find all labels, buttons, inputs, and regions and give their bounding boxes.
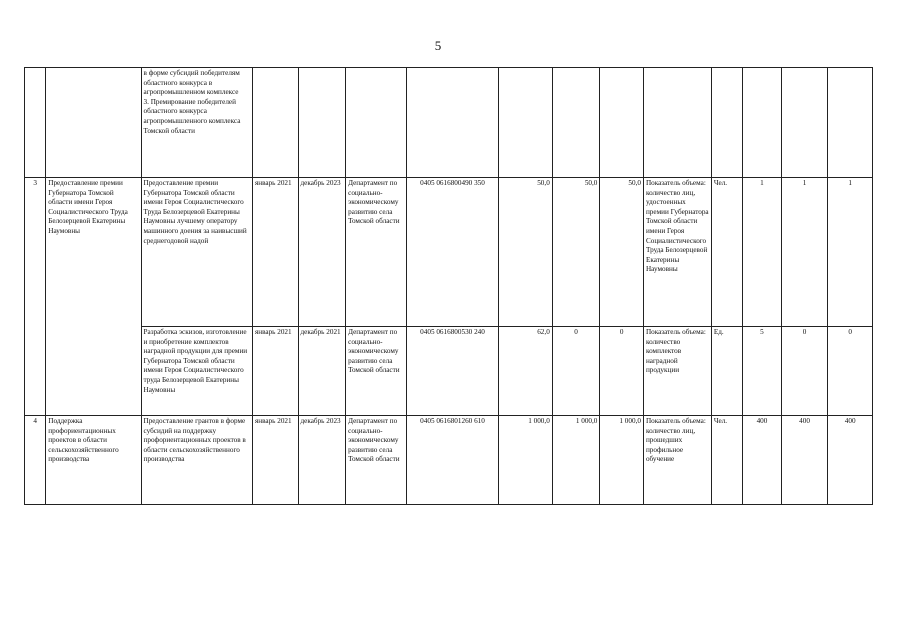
cell-code: 0405 0616800490 350 (406, 178, 498, 327)
cell-code: 0405 0616800530 240 (406, 327, 498, 416)
cell-v2 (552, 68, 600, 178)
cell-i3: 0 (828, 327, 873, 416)
cell-v1: 50,0 (499, 178, 553, 327)
cell-v2: 1 000,0 (552, 416, 600, 505)
cell-code: 0405 0616801260 610 (406, 416, 498, 505)
cell-indicator (643, 68, 711, 178)
cell-v3: 0 (600, 327, 644, 416)
cell-num: 3 (25, 178, 46, 416)
cell-end: декабрь 2023 (298, 416, 346, 505)
cell-i2: 400 (781, 416, 828, 505)
cell-event: Предоставление премии Губернатора Томской области имени Героя Социалистического Труда Белозерцевой Екатерины Наумовны лучшему оператору машинного доения за наивысший среднегодовой надой (141, 178, 252, 327)
cell-event: в форме субсидий победителям областного конкурса в агропромышленном комплексе 3. Премирование победителей областного конкурса агропромышленного комплекса Томской области (141, 68, 252, 178)
cell-task: Предоставление премии Губернатора Томской области имени Героя Социалистического Труда Белозерцевой Екатерины Наумовны (46, 178, 141, 416)
cell-v1: 62,0 (499, 327, 553, 416)
cell-v2: 50,0 (552, 178, 600, 327)
cell-i2 (781, 68, 828, 178)
cell-start: январь 2021 (252, 416, 298, 505)
cell-num: 4 (25, 416, 46, 505)
cell-i3: 1 (828, 178, 873, 327)
cell-i1: 5 (743, 327, 781, 416)
cell-code (406, 68, 498, 178)
cell-unit: Чел. (711, 178, 742, 327)
cell-dept: Департамент по социально-экономическому развитию села Томской области (346, 178, 407, 327)
table-row (25, 327, 873, 416)
cell-num (25, 68, 46, 178)
cell-event: Предоставление грантов в форме субсидий на поддержку профориентационных проектов в области сельскохозяйственного производства (141, 416, 252, 505)
cell-unit: Ед. (711, 327, 742, 416)
cell-task (46, 68, 141, 178)
cell-end: декабрь 2021 (298, 327, 346, 416)
cell-dept: Департамент по социально-экономическому развитию села Томской области (346, 327, 407, 416)
cell-v3: 1 000,0 (600, 416, 644, 505)
cell-i1: 400 (743, 416, 781, 505)
cell-i1 (743, 68, 781, 178)
cell-start: январь 2021 (252, 327, 298, 416)
cell-task: Поддержка профориентационных проектов в области сельскохозяйственного производства (46, 416, 141, 505)
cell-i2: 0 (781, 327, 828, 416)
cell-v2: 0 (552, 327, 600, 416)
program-table (24, 67, 873, 505)
table-row (25, 178, 873, 327)
cell-unit: Чел. (711, 416, 742, 505)
table-row (25, 416, 873, 505)
cell-indicator: Показатель объема: количество лиц, прошедших профильное обучение (643, 416, 711, 505)
cell-dept: Департамент по социально-экономическому развитию села Томской области (346, 416, 407, 505)
cell-i3: 400 (828, 416, 873, 505)
cell-v3 (600, 68, 644, 178)
cell-event: Разработка эскизов, изготовление и приобретение комплектов наградной продукции для премии Губернатора Томской области имени Героя Социалистического труда Белозерцевой Екатерины Наумовны (141, 327, 252, 416)
cell-i1: 1 (743, 178, 781, 327)
cell-v3: 50,0 (600, 178, 644, 327)
cell-v1: 1 000,0 (499, 416, 553, 505)
cell-i3 (828, 68, 873, 178)
page-number: 5 (434, 38, 442, 53)
cell-start (252, 68, 298, 178)
cell-end: декабрь 2023 (298, 178, 346, 327)
cell-indicator: Показатель объема: количество лиц, удостоенных премии Губернатора Томской области имени Героя Социалистического Труда Белозерцевой Екатерины Наумовны (643, 178, 711, 327)
table-row (25, 68, 873, 178)
cell-end (298, 68, 346, 178)
cell-start: январь 2021 (252, 178, 298, 327)
cell-dept (346, 68, 407, 178)
cell-v1 (499, 68, 553, 178)
cell-indicator: Показатель объема: количество комплектов наградной продукции (643, 327, 711, 416)
cell-unit (711, 68, 742, 178)
cell-i2: 1 (781, 178, 828, 327)
